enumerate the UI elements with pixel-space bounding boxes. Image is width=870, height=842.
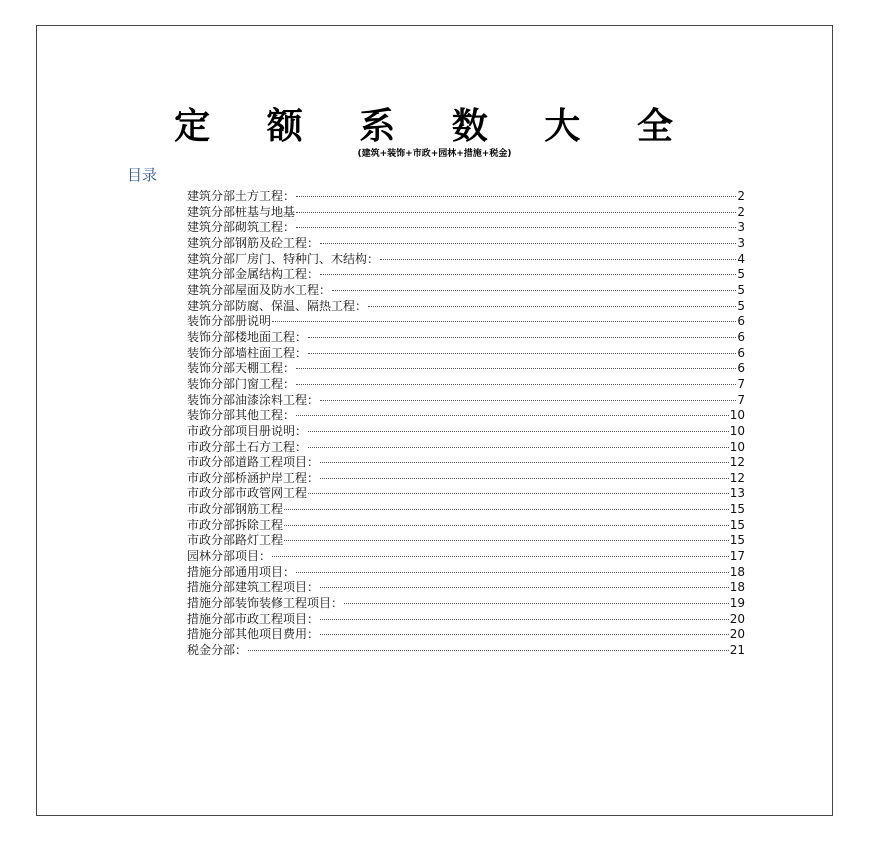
toc-dot-leader — [248, 650, 729, 651]
toc-entry[interactable] — [187, 518, 745, 534]
toc-dot-leader — [296, 415, 729, 416]
toc-entry-label: 市政分部桥涵护岸工程： — [187, 470, 320, 485]
toc-dot-leader — [308, 431, 729, 432]
toc-entry-label: 建筑分部土方工程： — [187, 189, 296, 203]
toc-dot-leader — [320, 462, 729, 463]
toc-entry-label: 装饰分部其他工程： — [187, 408, 296, 423]
toc-entry-label: 市政分部道路工程项目： — [187, 455, 320, 470]
toc-entry-label: 税金分部： — [187, 643, 248, 658]
toc-entry-label: 装饰分部天棚工程： — [187, 361, 296, 376]
toc-entry-page-number: 6 — [737, 314, 745, 329]
toc-entry[interactable] — [187, 252, 745, 268]
toc-entry[interactable] — [187, 549, 745, 565]
toc-entry[interactable] — [187, 299, 745, 315]
toc-entry[interactable] — [187, 596, 745, 612]
toc-entry-label: 装饰分部册说明 — [187, 314, 272, 329]
toc-entry-page-number: 2 — [737, 189, 745, 203]
toc-dot-leader — [308, 493, 729, 494]
toc-dot-leader — [320, 634, 729, 635]
toc-entry[interactable] — [187, 314, 745, 330]
document-title: 定 额 系 数 大 全 — [174, 106, 695, 147]
toc-heading: 目录 — [127, 166, 158, 184]
toc-dot-leader — [284, 540, 729, 541]
toc-dot-leader — [296, 572, 729, 573]
toc-dot-leader — [344, 603, 729, 604]
toc-entry-page-number: 15 — [729, 502, 745, 517]
toc-entry-label: 措施分部其他项目费用： — [187, 627, 320, 642]
toc-entry[interactable] — [187, 471, 745, 487]
toc-entry-page-number: 2 — [737, 204, 745, 219]
toc-dot-leader — [272, 556, 729, 557]
toc-dot-leader — [308, 353, 736, 354]
toc-entry-page-number: 3 — [737, 235, 745, 250]
toc-entry-page-number: 20 — [729, 627, 745, 642]
toc-entry-page-number: 7 — [737, 392, 745, 407]
toc-entry-page-number: 15 — [729, 533, 745, 548]
toc-entry[interactable] — [187, 236, 745, 252]
toc-entry[interactable] — [187, 533, 745, 549]
toc-entry-label: 市政分部土石方工程： — [187, 439, 308, 454]
toc-entry[interactable] — [187, 189, 745, 205]
toc-dot-leader — [296, 196, 736, 197]
toc-entry-page-number: 18 — [729, 580, 745, 595]
toc-entry-page-number: 12 — [729, 470, 745, 485]
toc-entry[interactable] — [187, 612, 745, 628]
toc-entry-page-number: 17 — [729, 549, 745, 564]
toc-entry-label: 建筑分部钢筋及砼工程： — [187, 235, 320, 250]
toc-entry[interactable] — [187, 502, 745, 518]
toc-dot-leader — [320, 243, 736, 244]
toc-entry[interactable] — [187, 643, 745, 659]
toc-entry-page-number: 18 — [729, 564, 745, 579]
toc-entry[interactable] — [187, 424, 745, 440]
toc-dot-leader — [296, 212, 736, 213]
toc-entry-label: 建筑分部厂房门、特种门、木结构： — [187, 251, 380, 266]
toc-entry[interactable] — [187, 393, 745, 409]
toc-entry-page-number: 4 — [737, 251, 745, 266]
toc-dot-leader — [320, 400, 736, 401]
toc-dot-leader — [320, 619, 729, 620]
toc-entry[interactable] — [187, 330, 745, 346]
toc-entry[interactable] — [187, 408, 745, 424]
toc-dot-leader — [296, 384, 736, 385]
toc-entry-label: 建筑分部屋面及防水工程： — [187, 282, 332, 297]
toc-entry-label: 市政分部路灯工程 — [187, 533, 284, 548]
toc-entry-label: 措施分部装饰装修工程项目： — [187, 596, 344, 611]
toc-entry-label: 措施分部市政工程项目： — [187, 611, 320, 626]
toc-entry-label: 装饰分部油漆涂料工程： — [187, 392, 320, 407]
toc-entry[interactable] — [187, 283, 745, 299]
toc-entry-label: 建筑分部金属结构工程： — [187, 267, 320, 282]
toc-entry-label: 措施分部通用项目： — [187, 564, 296, 579]
toc-entry[interactable] — [187, 627, 745, 643]
toc-entry-label: 措施分部建筑工程项目： — [187, 580, 320, 595]
toc-entry[interactable] — [187, 486, 745, 502]
toc-dot-leader — [308, 337, 736, 338]
toc-entry[interactable] — [187, 361, 745, 377]
toc-entry-label: 建筑分部桩基与地基 — [187, 204, 296, 219]
toc-entry-page-number: 6 — [737, 345, 745, 360]
toc-entry-label: 建筑分部防腐、保温、隔热工程： — [187, 298, 368, 313]
toc-entry-label: 园林分部项目： — [187, 549, 272, 564]
toc-dot-leader — [368, 306, 736, 307]
toc-entry-page-number: 6 — [737, 361, 745, 376]
toc-entry-page-number: 3 — [737, 220, 745, 235]
toc-entry-label: 市政分部项目册说明： — [187, 423, 308, 438]
toc-entry-page-number: 13 — [729, 486, 745, 501]
toc-entry[interactable] — [187, 440, 745, 456]
toc-entry[interactable] — [187, 377, 745, 393]
table-of-contents — [187, 189, 745, 659]
toc-entry-page-number: 10 — [729, 439, 745, 454]
toc-dot-leader — [296, 368, 736, 369]
toc-entry-page-number: 5 — [737, 267, 745, 282]
toc-entry-page-number: 20 — [729, 611, 745, 626]
toc-entry-page-number: 10 — [729, 408, 745, 423]
toc-entry-label: 市政分部钢筋工程 — [187, 502, 284, 517]
toc-entry-page-number: 7 — [737, 376, 745, 391]
document-page — [36, 25, 833, 816]
toc-entry-label: 装饰分部门窗工程： — [187, 376, 296, 391]
toc-entry-page-number: 5 — [737, 282, 745, 297]
toc-dot-leader — [284, 525, 729, 526]
toc-dot-leader — [380, 259, 736, 260]
toc-dot-leader — [320, 587, 729, 588]
toc-entry[interactable] — [187, 580, 745, 596]
toc-entry[interactable] — [187, 346, 745, 362]
toc-entry-label: 市政分部拆除工程 — [187, 517, 284, 532]
toc-entry-page-number: 15 — [729, 517, 745, 532]
toc-entry-label: 市政分部市政管网工程 — [187, 486, 308, 501]
toc-entry[interactable] — [187, 205, 745, 221]
toc-dot-leader — [272, 321, 736, 322]
toc-entry-page-number: 21 — [729, 643, 745, 658]
toc-dot-leader — [308, 447, 729, 448]
toc-entry[interactable] — [187, 565, 745, 581]
toc-dot-leader — [320, 478, 729, 479]
toc-dot-leader — [320, 274, 736, 275]
toc-entry-page-number: 5 — [737, 298, 745, 313]
toc-entry[interactable] — [187, 267, 745, 283]
toc-entry-page-number: 10 — [729, 423, 745, 438]
toc-entry-label: 建筑分部砌筑工程： — [187, 220, 296, 235]
toc-entry-page-number: 12 — [729, 455, 745, 470]
toc-entry-label: 装饰分部墙柱面工程： — [187, 345, 308, 360]
toc-dot-leader — [296, 227, 736, 228]
toc-entry-label: 装饰分部楼地面工程： — [187, 329, 308, 344]
toc-dot-leader — [284, 509, 729, 510]
toc-dot-leader — [332, 290, 736, 291]
toc-entry[interactable] — [187, 220, 745, 236]
toc-entry-page-number: 6 — [737, 329, 745, 344]
toc-entry[interactable] — [187, 455, 745, 471]
toc-entry-page-number: 19 — [729, 596, 745, 611]
document-subtitle: (建筑+装饰+市政+园林+措施+税金) — [357, 149, 512, 159]
